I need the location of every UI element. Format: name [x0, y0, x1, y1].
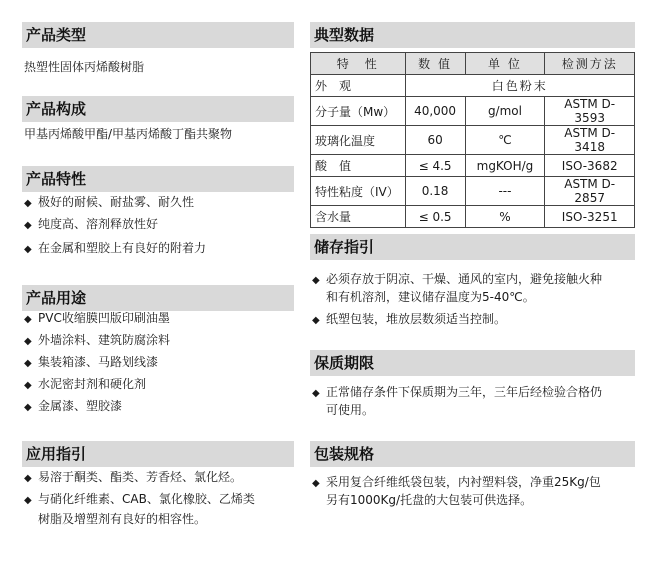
product-type-text: 热塑性固体丙烯酸树脂 [24, 60, 145, 74]
column-header: 数 值 [405, 53, 465, 75]
features-heading: 产品特性 [22, 166, 294, 192]
diamond-bullet-icon: ◆ [312, 275, 320, 286]
column-header: 检测方法 [545, 53, 635, 75]
packing-item-continued: 另有1000Kg/托盘的大包装可供选择。 [326, 493, 533, 507]
composition-text: 甲基丙烯酸甲酯/甲基丙烯酸丁酯共聚物 [24, 127, 233, 141]
packing-heading: 包装规格 [310, 441, 635, 467]
table-row [311, 126, 635, 155]
table-cell: ASTM D-3418 [545, 126, 635, 155]
diamond-bullet-icon: ◆ [312, 388, 320, 399]
typical-data-table [310, 52, 635, 228]
feature-item: ◆ 纯度高、溶剂释放性好 [24, 215, 294, 235]
table-cell: 酸 值 [311, 155, 406, 177]
table-header-row [311, 53, 635, 75]
table-cell: --- [465, 177, 545, 206]
guide-heading: 应用指引 [22, 441, 294, 467]
use-item: ◆ 外墙涂料、建筑防腐涂料 [24, 331, 294, 351]
storage-heading: 储存指引 [310, 234, 635, 260]
shelf-life-heading: 保质期限 [310, 350, 635, 376]
composition-heading: 产品构成 [22, 96, 294, 122]
table-cell: ≤ 4.5 [405, 155, 465, 177]
storage-item: ◆ 纸塑包装，堆放层数须适当控制。 [312, 310, 635, 330]
guide-item: ◆ 与硝化纤维素、CAB、氯化橡胶、乙烯类 [24, 490, 294, 510]
feature-item: ◆ 极好的耐候、耐盐雾、耐久性 [24, 193, 294, 213]
table-row [311, 177, 635, 206]
uses-heading: 产品用途 [22, 285, 294, 311]
column-header: 特 性 [311, 53, 406, 75]
diamond-bullet-icon: ◆ [24, 402, 32, 413]
table-cell: ISO-3251 [545, 206, 635, 228]
table-cell: 0.18 [405, 177, 465, 206]
shelf-item: ◆ 正常储存条件下保质期为三年，三年后经检验合格仍 [312, 383, 635, 403]
table-cell: 特性粘度（IV） [311, 177, 406, 206]
diamond-bullet-icon: ◆ [24, 473, 32, 484]
table-cell: ℃ [465, 126, 545, 155]
table-cell: ASTM D-2857 [545, 177, 635, 206]
diamond-bullet-icon: ◆ [24, 380, 32, 391]
diamond-bullet-icon: ◆ [24, 495, 32, 506]
storage-item: ◆ 必须存放于阴凉、干燥、通风的室内，避免接触火种 [312, 270, 635, 290]
diamond-bullet-icon: ◆ [312, 315, 320, 326]
diamond-bullet-icon: ◆ [24, 198, 32, 209]
diamond-bullet-icon: ◆ [312, 478, 320, 489]
table-cell: % [465, 206, 545, 228]
diamond-bullet-icon: ◆ [24, 314, 32, 325]
diamond-bullet-icon: ◆ [24, 244, 32, 255]
guide-item: ◆ 易溶于酮类、酯类、芳香烃、氯化烃。 [24, 468, 294, 488]
table-cell: 分子量（Mw） [311, 97, 406, 126]
table-row [311, 155, 635, 177]
table-row [311, 75, 635, 97]
table-cell: 外 观 [311, 75, 406, 97]
product-type-heading: 产品类型 [22, 22, 294, 48]
diamond-bullet-icon: ◆ [24, 358, 32, 369]
use-item: ◆ PVC收缩膜凹版印刷油墨 [24, 309, 294, 329]
use-item: ◆ 水泥密封剂和硬化剂 [24, 375, 294, 395]
table-cell: ≤ 0.5 [405, 206, 465, 228]
guide-item-continued: 树脂及增塑剂有良好的相容性。 [38, 512, 207, 526]
typical-data-heading: 典型数据 [310, 22, 635, 48]
storage-item-continued: 和有机溶剂，建议储存温度为5-40℃。 [326, 290, 535, 304]
table-cell: ISO-3682 [545, 155, 635, 177]
table-row [311, 97, 635, 126]
use-item: ◆ 金属漆、塑胶漆 [24, 397, 294, 417]
diamond-bullet-icon: ◆ [24, 220, 32, 231]
table-cell: mgKOH/g [465, 155, 545, 177]
packing-item: ◆ 采用复合纤维纸袋包装，内衬塑料袋，净重25Kg/包 [312, 473, 635, 493]
table-cell: g/mol [465, 97, 545, 126]
table-row [311, 206, 635, 228]
shelf-item-continued: 可使用。 [326, 403, 375, 417]
column-header: 单 位 [465, 53, 545, 75]
table-cell: 白色粉末 [405, 75, 634, 97]
table-cell: 玻璃化温度 [311, 126, 406, 155]
table-cell: 含水量 [311, 206, 406, 228]
use-item: ◆ 集装箱漆、马路划线漆 [24, 353, 294, 373]
diamond-bullet-icon: ◆ [24, 336, 32, 347]
feature-item: ◆ 在金属和塑胶上有良好的附着力 [24, 239, 294, 259]
table-cell: 40,000 [405, 97, 465, 126]
table-cell: 60 [405, 126, 465, 155]
table-cell: ASTM D-3593 [545, 97, 635, 126]
